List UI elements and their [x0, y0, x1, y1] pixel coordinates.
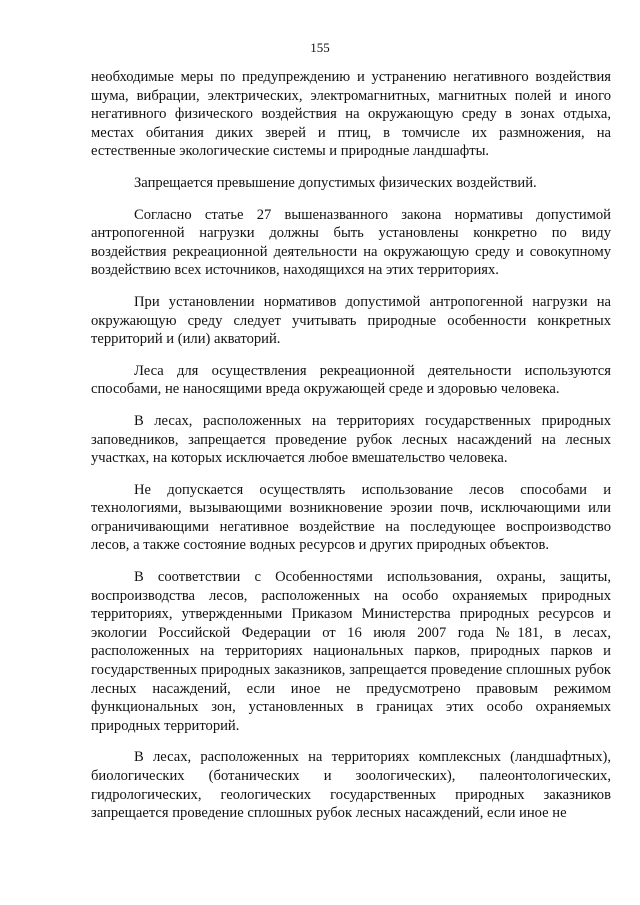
paragraph-nature-reserves: В лесах, расположенных на территориях государственных природных заповедников, запрещается проведение рубок лесных насаждений на лесных участках, на которых исключается любое вмешательство человека.: [91, 412, 611, 467]
paragraph-continuation: необходимые меры по предупреждению и устранению негативного воздействия шума, вибрации, электрических, электромагнитных, магнитных полей и иного негативного физического воздействия на окружающую среду в зонах отдыха, местах обитания диких зверей и птиц, в томчисле их размножения, на естественные экологические системы и природные ландшафты.: [91, 69, 611, 160]
paragraph-erosion-prohibition: Не допускается осуществлять использование лесов способами и технологиями, вызывающими возникновение эрозии почв, исключающими или ограничивающими негативное воздействие на последующее воспроизводство лесов, а также состояние водных ресурсов и других природных объектов.: [91, 481, 611, 554]
document-body: [91, 68, 611, 836]
paragraph-complex-reserves: В лесах, расположенных на территориях комплексных (ландшафтных), биологических (ботанических и зоологических), палеонтологических, гидрологических, геологических государственных природных заказников запрещается проведение сплошных рубок лесных насаждений, если иное не: [91, 749, 611, 822]
paragraph-article-27: Согласно статье 27 вышеназванного закона нормативы допустимой антропогенной нагрузки должны быть установлены конкретно по виду воздействия рекреационной деятельности на окружающую среду и совокупному воздействию всех источников, находящихся на этих территориях.: [91, 206, 611, 279]
paragraph-prohibition-physical-impact: Запрещается превышение допустимых физических воздействий.: [134, 174, 537, 191]
paragraph-recreational-forest-use: Леса для осуществления рекреационной деятельности используются способами, не наносящими вреда окружающей среде и здоровью человека.: [91, 362, 611, 398]
paragraph-order-181: В соответствии с Особенностями использования, охраны, защиты, воспроизводства лесов, расположенных на особо охраняемых природных территориях, утвержденными Приказом Министерства природных ресурсов и экологии Российской Федерации от 16 июля 2007 года №181, в лесах, расположенных на территориях национальных парков, природных парков и государственных природных заказников, запрещается проведение сплошных рубок лесных насаждений, если иное не предусмотрено правовым режимом функциональных зон, установленных в границах этих особо охраняемых природных территорий.: [91, 569, 611, 734]
page-number: 155: [310, 40, 330, 55]
paragraph-norms-natural-features: При установлении нормативов допустимой антропогенной нагрузки на окружающую среду следует учитывать природные особенности конкретных территорий и (или) акваторий.: [91, 293, 611, 348]
